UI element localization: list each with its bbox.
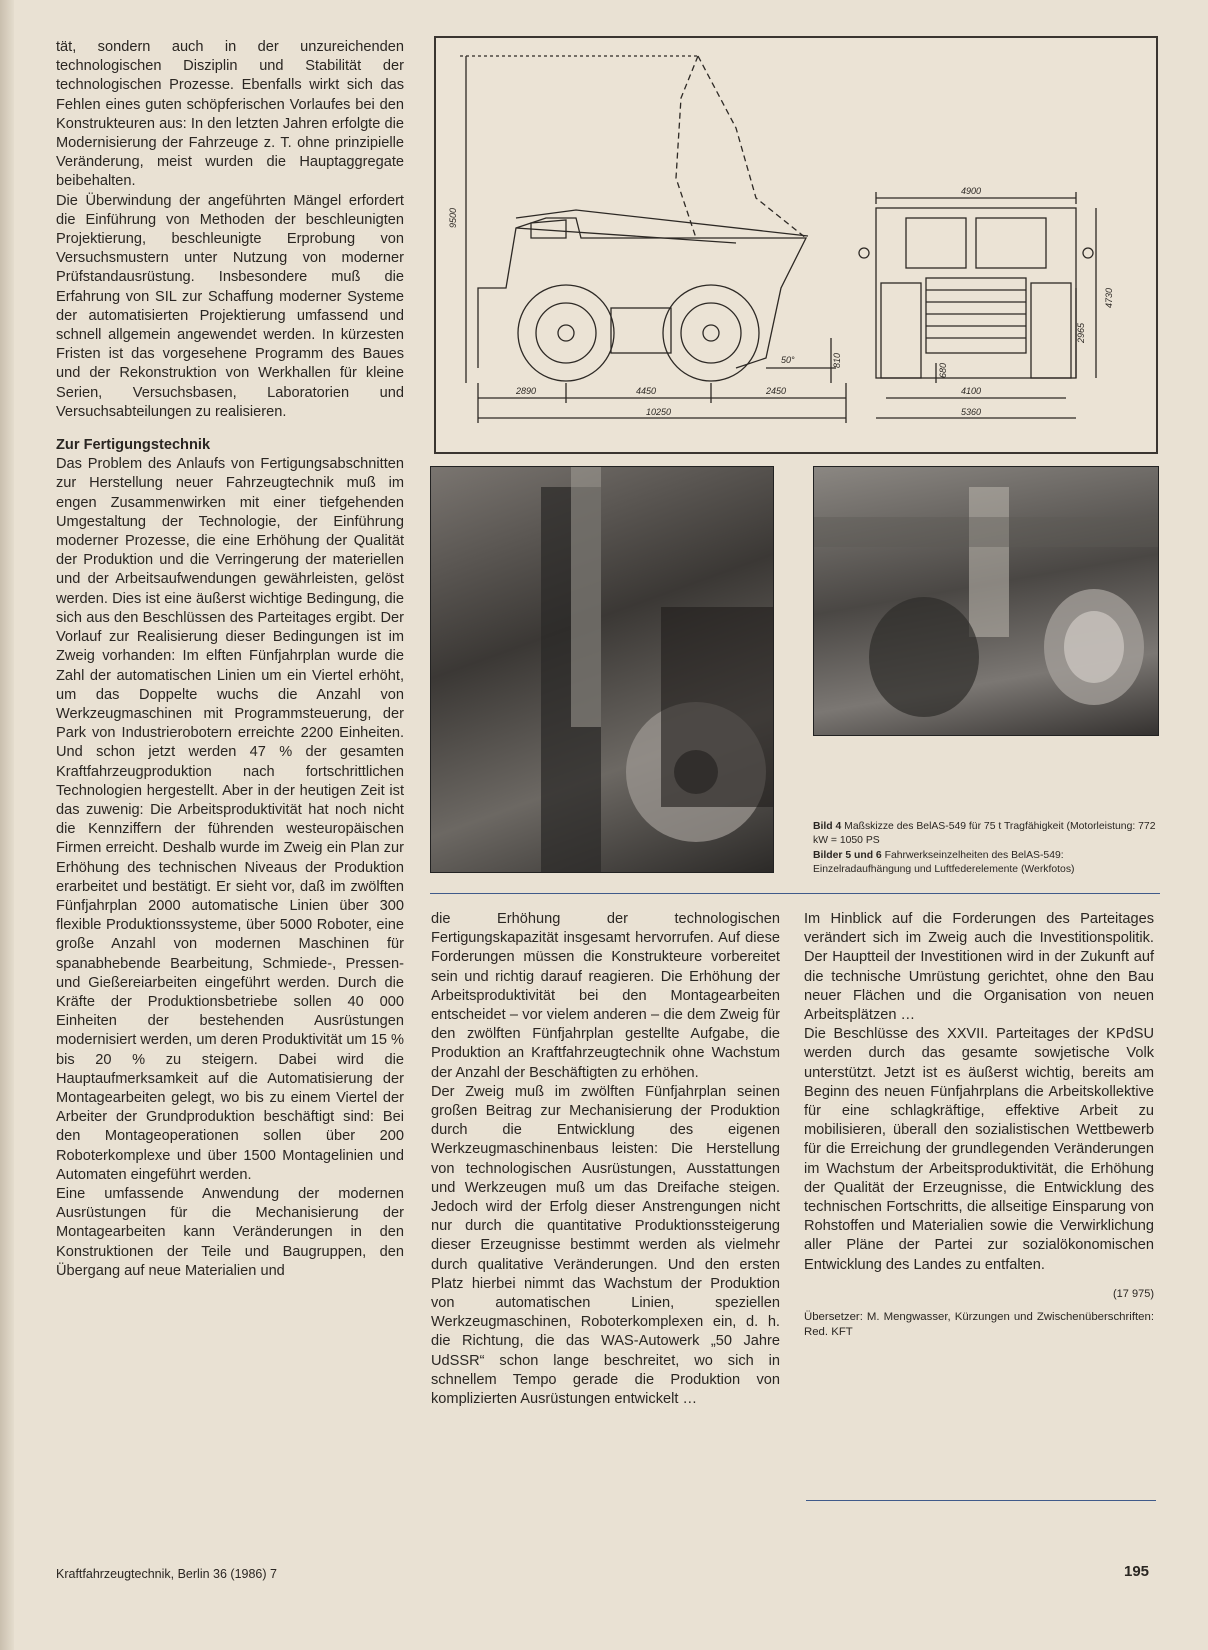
photo-suspension-left: [430, 466, 774, 873]
journal-footer: Kraftfahrzeugtechnik, Berlin 36 (1986) 7: [56, 1567, 277, 1581]
divider: [430, 893, 1160, 894]
dim-clearance: 810: [832, 352, 842, 368]
dim-len2: 4450: [636, 386, 657, 396]
dim-h2: 2965: [1076, 322, 1086, 343]
dim-angle: 50°: [781, 355, 795, 365]
paragraph: Die Überwindung der angeführten Mängel erfordert die Einführung von Methoden der beschleunigten Projektierung, beschleunigte Erprobung von Versuchsmustern unter Nutzung von moderner Prüfstandausrüstung. Insbesondere muß die Erfahrung von SIL zur Schaffung moderner Systeme der automatisierten Projektierung umfassend und schnell allgemein angewendet werden. In kürzesten Fristen ist das vorgesehene Programm des Baues und der Rekonstruktion von Werkhallen für kleine Serien, Versuchsbasen, Laboratorien und Versuchsabteilungen zu realisieren.: [56, 192, 404, 420]
paragraph: Das Problem des Anlaufs von Fertigungsabschnitten zur Herstellung neuer Fahrzeugtechnik muß im engen Zusammenwirken mit einer tiefgehenden Umgestaltung der Technologie, der Einführung moderner Prozesse, die eine Erhöhung der Qualität der Produktion und die Verringerung der materiellen und der Arbeitsaufwendungen gewährleisten, gelöst werden. Dies ist eine äußerst wichtige Bedingung, die sich aus den Beschlüssen des Parteitages ergibt. Der Vorlauf zur Realisierung dieser Bedingungen ist im Zweig vorhanden: Im elften Fünfjahrplan wurde die Zahl der automatischen Linien um ein Viertel erhöht, um das Doppelte wuchs die Anzahl von Werkzeugmaschinen mit Programmsteuerung, der Park von Industrierobotern erreichte 2200 Einheiten. Und schon jetzt werden 47 % der gesamten Kraftfahrzeugproduktion nach fortschrittlichen Technologien hergestellt. Aber in der heutigen Zeit ist das zuwenig: Die Arbeitsproduktivität hat noch nicht die Kennziffern der führenden westeuropäischen Firmen erreicht. Deshalb wurde im Zweig ein Plan zur Erhöhung des technischen Niveaus der Produktion erarbeitet und bestätigt. Er sieht vor, daß im zwölften Fünfjahrplan 2000 automatische Linien über 300 flexible Produktionssysteme, über 5000 Roboter, eine große Anzahl von modernen Maschinen für spanabhebende Bearbeitung, Schmiede-, Pressen- und Gießereiarbeiten eingeführt werden. Durch die Kräfte der Produktionsbetriebe sollen 40 000 Einheiten der bestehenden Ausrüstungen modernisiert werden, um deren Produktivität um 15 % bis 20 % zu steigern. Dabei wird die Hauptaufmerksamkeit auf die Automatisierung der Montagearbeiten gelegt, wo bis zu einem Viertel der Arbeiter der Grundproduktion beschäftigt sind: Bei den Montageoperationen sollen über 200 Roboterkomplexe und über 1500 Montagelinien und Automaten eingeführt werden.: [56, 456, 404, 1183]
page-number: 195: [1124, 1563, 1150, 1580]
column-middle: [431, 910, 780, 1409]
page-edge: [0, 0, 14, 1650]
divider: [806, 1500, 1156, 1501]
dim-len1: 2890: [516, 386, 537, 396]
dim-height-total: 9500: [448, 207, 458, 228]
dim-len3: 2450: [766, 386, 787, 396]
credits: Übersetzer: M. Mengwasser, Kürzungen und Zwischenüberschriften: Red. KFT: [804, 1311, 1154, 1339]
article-reference: (17 975): [1113, 1287, 1154, 1300]
paragraph: Der Zweig muß im zwölften Fünfjahrplan seinen großen Beitrag zur Mechanisierung der Produktion durch die Entwicklung des eigenen Werkzeugmaschinenbaus leisten: Die Herstellung von technologischen Ausrüstungen, Ausstattungen und Werkzeugen muß um das Dreifache steigen. Jedoch wird der Erfolg dieser Anstrengungen nicht nur durch die quantitative Produktionssteigerung dieser Erzeugnisse bestimmt werden als vielmehr durch qualitative Veränderungen. Und den ersten Platz hierbei nimmt das Wachstum der Produktion von automatischen Linien, speziellen Werkzeugmaschinen, Roboterkomplexen ein, d. h. die Richtung, die das WAS-Autowerk „50 Jahre UdSSR“ schon lange beschreitet, wo sich in schnellem Tempo gerade die Produktion von komplizierten Ausrüstungen entwickelt …: [431, 1083, 780, 1408]
dim-track: 4100: [961, 386, 982, 396]
dim-len-total: 10250: [646, 407, 672, 417]
column-left: [56, 38, 404, 1281]
figure-caption: [813, 820, 1158, 878]
paragraph: Eine umfassende Anwendung der modernen Ausrüstungen für die Mechanisierung der Montagearbeiten kann Veränderungen in den Konstruktionen der Teile und Baugruppen, den Übergang auf neue Materialien und: [56, 1185, 404, 1279]
paragraph: die Erhöhung der technologischen Fertigungskapazität insgesamt hervorrufen. Auf diese Forderungen müssen die Konstrukteure vorbereitet sein und richtig darauf reagieren. Die Erhöhung der Arbeitsproduktivität bei den Montagearbeiten entscheidet – vor vielem anderen – die dem Zweig für den zwölften Fünfjahrplan gestellte Aufgabe, die Produktion an Kraftfahrzeugtechnik ohne Wachstum der Anzahl der Beschäftigten zu erhöhen.: [431, 911, 780, 1081]
paragraph: Im Hinblick auf die Forderungen des Parteitages verändert sich im Zweig auch die Investitionspolitik. Der Hauptteil der Investitionen wird in der Zukunft auf die technische Umrüstung gerichtet, ohne den Bau neuer Flächen und die Organisation von neuen Arbeitsplätzen …: [804, 911, 1154, 1024]
photo-suspension-right: [813, 466, 1159, 736]
dim-clearance2: 680: [938, 362, 948, 378]
paragraph: Die Beschlüsse des XXVII. Parteitages der KPdSU werden durch das gesamte sowjetische Volk unterstützt. Jetzt ist es äußerst wichtig, bereits am Beginn des neuen Fünfjahrplans die Arbeitskollektive für eine schlagkräftige, effektive Arbeit zu mobilisieren, überall den sozialistischen Wettbewerb für die Erreichung der grundlegenden Veränderungen im Wachstum der Arbeitsproduktivität, die Erhöhung der Qualität der Erzeugnisse, die Entwicklung des technischen Fortschritts, die allseitige Einsparung von Rohstoffen und Materialien sowie die Verwirklichung aller Pläne der Partei zur sozialökonomischen Entwicklung des Landes zu entfalten.: [804, 1026, 1154, 1273]
dim-width-total: 5360: [961, 407, 982, 417]
paragraph: tät, sondern auch in der unzureichenden technologischen Disziplin und Stabilität der technologischen Prozesse. Ebenfalls wirkt sich das Fehlen eines guten schöpferischen Vorlaufes bei den Konstrukteuren aus: In den letzten Jahren erfolgte die Modernisierung der Fahrzeuge z. T. ohne prinzipielle Veränderung, meist wurden die Hauptaggregate beibehalten.: [56, 39, 404, 190]
section-heading: Zur Fertigungstechnik: [56, 437, 211, 454]
dimension-drawing: [434, 36, 1158, 454]
dim-h1: 4730: [1104, 287, 1114, 308]
dim-width-top: 4900: [961, 186, 982, 196]
column-right: [804, 910, 1154, 1340]
caption-label: Bilder 5 und 6: [813, 849, 882, 861]
caption-text: Maßskizze des BelAS-549 für 75 t Tragfähigkeit (Motorleistung: 772 kW = 1050 PS: [813, 821, 1156, 847]
caption-label: Bild 4: [813, 821, 842, 832]
caption-text: Fahrwerkseinzelheiten des BelAS-549: Einzelradaufhängung und Luftfederelemente (Werkfotos): [813, 849, 1075, 876]
